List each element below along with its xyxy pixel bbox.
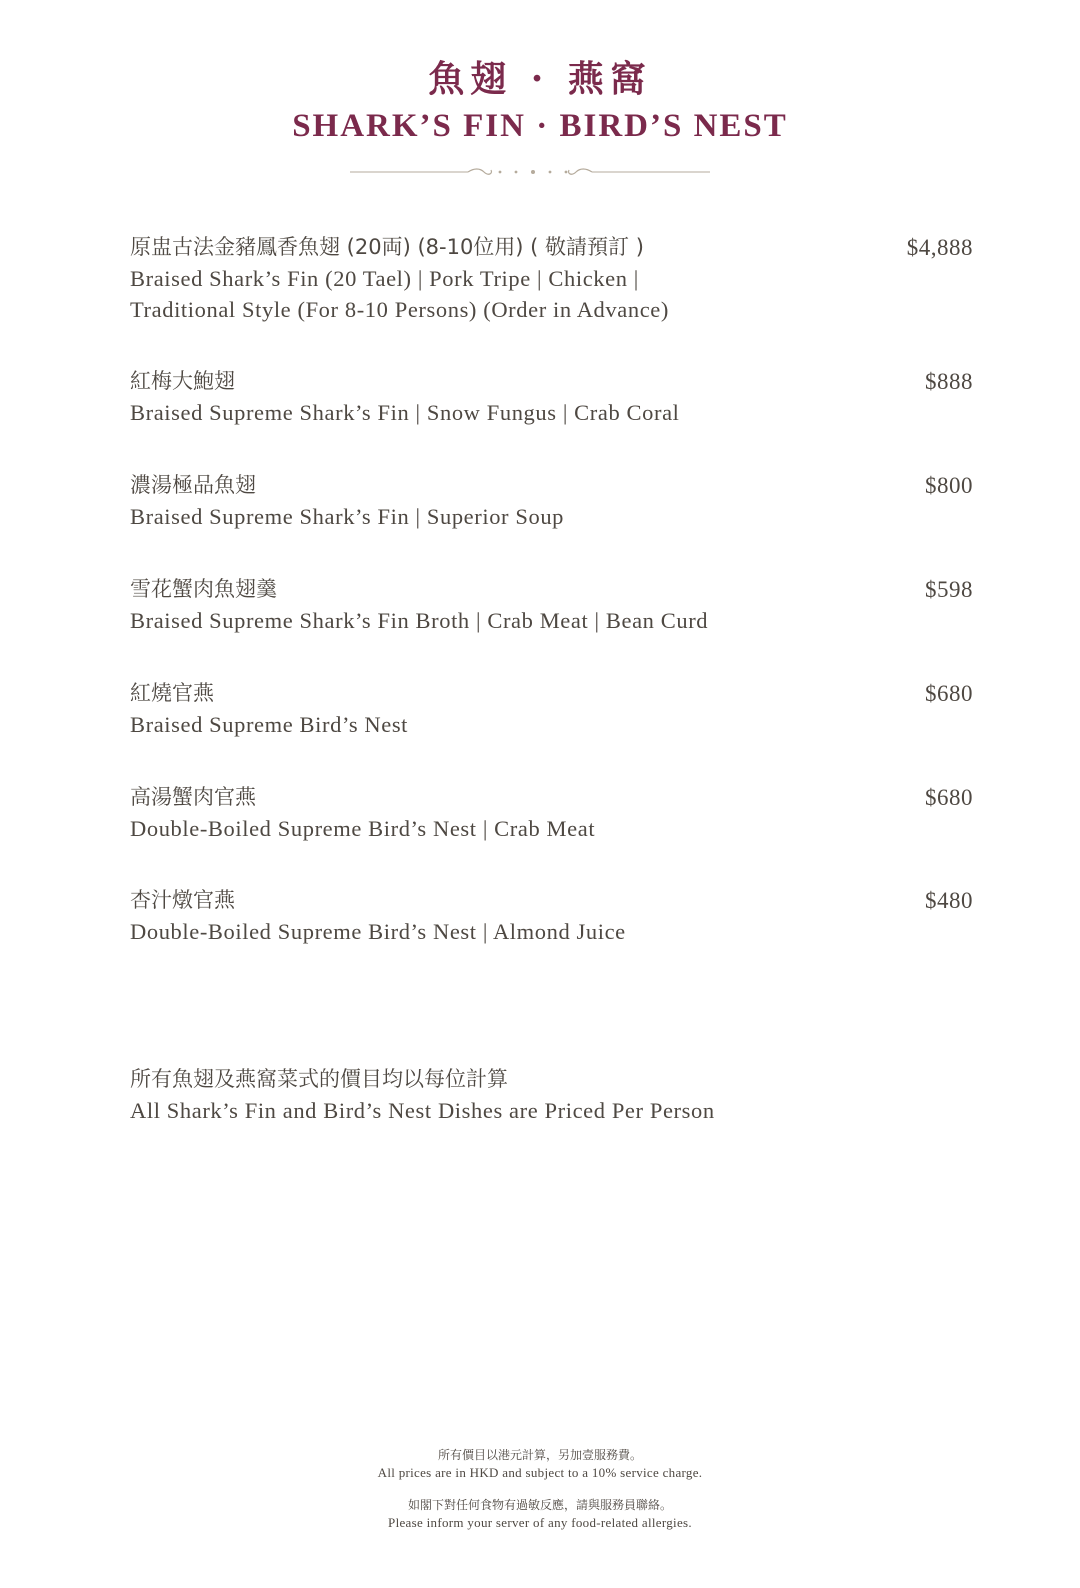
menu-item [130, 574, 975, 678]
item-name-chinese: 原盅古法金豬鳳香魚翅 (20両) (8-10位用) ( 敬請預訂 ) [130, 235, 644, 259]
item-name-chinese: 紅燒官燕 [130, 681, 214, 705]
menu-item [130, 678, 975, 782]
item-price: $800 [925, 473, 973, 498]
menu-item [130, 782, 975, 885]
menu-item [130, 470, 975, 574]
page-title-english: SHARK’S FIN · BIRD’S NEST [292, 108, 788, 144]
item-price: $480 [925, 888, 973, 913]
allergy-note-chinese: 如閣下對任何食物有過敏反應，請與服務員聯絡。 [407, 1498, 672, 1512]
footer-price-notice [0, 1446, 1080, 1482]
item-price: $598 [925, 577, 973, 602]
item-name-chinese: 雪花蟹肉魚翅羹 [130, 577, 277, 601]
item-name-english: Double-Boiled Supreme Bird’s Nest | Almond Juice [130, 919, 626, 944]
service-charge-note-english: All prices are in HKD and subject to a 10% service charge. [377, 1465, 703, 1480]
ornament-divider-icon [350, 160, 710, 184]
allergy-note-english: Please inform your server of any food-related allergies. [388, 1515, 692, 1530]
item-name-english: Braised Supreme Shark’s Fin Broth | Crab Meat | Bean Curd [130, 608, 709, 633]
menu-item [130, 366, 975, 470]
item-name-english: Double-Boiled Supreme Bird’s Nest | Crab Meat [130, 816, 596, 841]
item-name-english: Braised Shark’s Fin (20 Tael) | Pork Tripe | Chicken | [130, 266, 639, 291]
item-name-chinese: 濃湯極品魚翅 [130, 473, 256, 497]
page-title-chinese: 魚翅 · 燕窩 [428, 58, 652, 100]
service-charge-note-chinese: 所有價目以港元計算，另加壹服務費。 [437, 1448, 642, 1462]
footer-allergy-notice [0, 1496, 1080, 1532]
item-name-english: Braised Supreme Shark’s Fin | Superior Soup [130, 504, 565, 529]
item-price: $888 [925, 369, 973, 394]
item-price: $680 [925, 681, 973, 706]
menu-item [130, 232, 975, 366]
item-name-english: Braised Supreme Bird’s Nest [130, 712, 409, 737]
item-name-english-line-2: Traditional Style (For 8-10 Persons) (Order in Advance) [130, 297, 669, 322]
menu-item [130, 885, 975, 955]
menu-header [0, 52, 1080, 146]
item-name-chinese: 杏汁燉官燕 [130, 888, 235, 912]
item-name-chinese: 紅梅大鮑翅 [130, 369, 235, 393]
pricing-note-english: All Shark’s Fin and Bird’s Nest Dishes are Priced Per Person [130, 1098, 715, 1123]
menu-list [130, 232, 975, 955]
item-price: $4,888 [906, 235, 973, 260]
pricing-note-chinese: 所有魚翅及燕窩菜式的價目均以每位計算 [130, 1067, 508, 1091]
item-price: $680 [925, 785, 973, 810]
item-name-english: Braised Supreme Shark’s Fin | Snow Fungus | Crab Coral [130, 400, 680, 425]
pricing-note [130, 1064, 715, 1126]
item-name-chinese: 高湯蟹肉官燕 [130, 785, 256, 809]
